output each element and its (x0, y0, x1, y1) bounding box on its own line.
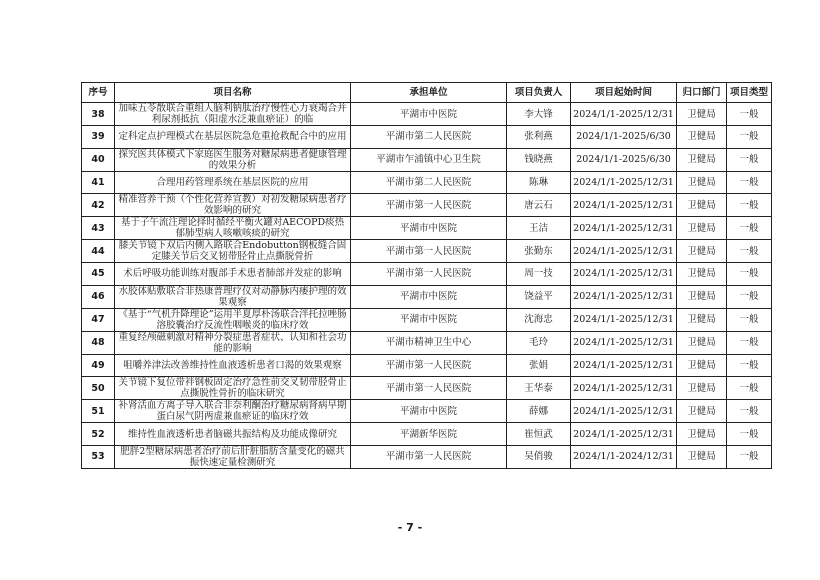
header-dept: 归口部门 (677, 83, 727, 103)
cell-type: 一般 (727, 126, 772, 149)
cell-no: 41 (82, 171, 115, 194)
cell-unit: 平湖市中医院 (351, 285, 507, 308)
cell-unit: 平湖市第二人民医院 (351, 126, 507, 149)
cell-type: 一般 (727, 285, 772, 308)
cell-name: 基于子午流注理论择时循经平衡火罐对AECOPD痰热郁肺型病人咳嗽咳痰的研究 (115, 217, 351, 240)
header-name: 项目名称 (115, 83, 351, 103)
cell-no: 46 (82, 285, 115, 308)
table-row (82, 240, 772, 263)
cell-type: 一般 (727, 194, 772, 217)
cell-name: 咀嚼养津法改善维持性血液透析患者口渴的效果观察 (115, 354, 351, 377)
cell-period: 2024/1/1-2025/12/31 (571, 377, 677, 400)
cell-dept: 卫健局 (677, 263, 727, 286)
cell-no: 40 (82, 148, 115, 171)
cell-dept: 卫健局 (677, 148, 727, 171)
table-row (82, 354, 772, 377)
cell-no: 39 (82, 126, 115, 149)
cell-name: 探究医共体模式下家庭医生服务对糖尿病患者健康管理的效果分析 (115, 148, 351, 171)
table-row (82, 423, 772, 446)
cell-leader: 吴俏骏 (507, 445, 571, 468)
cell-dept: 卫健局 (677, 354, 727, 377)
cell-period: 2024/1/1-2025/12/31 (571, 103, 677, 126)
table-row (82, 148, 772, 171)
cell-unit: 平湖市第一人民医院 (351, 263, 507, 286)
cell-name: 补肾活血方离子导入联合非奈利酮治疗糖尿病肾病早期蛋白尿气阴两虚兼血瘀证的临床疗效 (115, 400, 351, 423)
cell-dept: 卫健局 (677, 423, 727, 446)
cell-leader: 薛娜 (507, 400, 571, 423)
cell-period: 2024/1/1-2025/6/30 (571, 148, 677, 171)
cell-period: 2024/1/1-2025/12/31 (571, 354, 677, 377)
cell-unit: 平湖市第一人民医院 (351, 445, 507, 468)
cell-type: 一般 (727, 354, 772, 377)
cell-leader: 唐云石 (507, 194, 571, 217)
cell-dept: 卫健局 (677, 171, 727, 194)
cell-dept: 卫健局 (677, 217, 727, 240)
cell-type: 一般 (727, 240, 772, 263)
table-row (82, 217, 772, 240)
cell-type: 一般 (727, 331, 772, 354)
cell-leader: 钱晓燕 (507, 148, 571, 171)
project-table (81, 82, 772, 469)
cell-leader: 王华泰 (507, 377, 571, 400)
cell-no: 47 (82, 308, 115, 331)
cell-unit: 平湖市精神卫生中心 (351, 331, 507, 354)
table-row (82, 377, 772, 400)
cell-name: 术后呼吸功能训练对腹部手术患者肺部并发症的影响 (115, 263, 351, 286)
cell-no: 44 (82, 240, 115, 263)
cell-type: 一般 (727, 400, 772, 423)
cell-leader: 周一技 (507, 263, 571, 286)
cell-dept: 卫健局 (677, 400, 727, 423)
cell-type: 一般 (727, 148, 772, 171)
cell-name: 定科定点护理模式在基层医院急危重抢救配合中的应用 (115, 126, 351, 149)
page-number: - 7 - (397, 521, 423, 534)
cell-period: 2024/1/1-2025/6/30 (571, 126, 677, 149)
cell-no: 50 (82, 377, 115, 400)
cell-dept: 卫健局 (677, 445, 727, 468)
cell-no: 45 (82, 263, 115, 286)
cell-no: 38 (82, 103, 115, 126)
cell-unit: 平湖市第二人民医院 (351, 171, 507, 194)
cell-unit: 平湖市中医院 (351, 217, 507, 240)
cell-leader: 张利燕 (507, 126, 571, 149)
cell-leader: 崔恒武 (507, 423, 571, 446)
cell-unit: 平湖市中医院 (351, 400, 507, 423)
cell-dept: 卫健局 (677, 240, 727, 263)
table-row (82, 400, 772, 423)
cell-leader: 陈琳 (507, 171, 571, 194)
cell-unit: 平湖新华医院 (351, 423, 507, 446)
cell-type: 一般 (727, 103, 772, 126)
cell-leader: 毛玲 (507, 331, 571, 354)
cell-unit: 平湖市第一人民医院 (351, 377, 507, 400)
table-header-row (82, 83, 772, 103)
cell-dept: 卫健局 (677, 285, 727, 308)
header-leader: 项目负责人 (507, 83, 571, 103)
cell-name: 肥胖2型糖尿病患者治疗前后肝脏脂肪含量变化的磁共振快速定量检测研究 (115, 445, 351, 468)
cell-leader: 李大锋 (507, 103, 571, 126)
cell-period: 2024/1/1-2025/12/31 (571, 400, 677, 423)
cell-period: 2024/1/1-2025/12/31 (571, 217, 677, 240)
cell-type: 一般 (727, 377, 772, 400)
cell-leader: 张娟 (507, 354, 571, 377)
cell-unit: 平湖市第一人民医院 (351, 354, 507, 377)
cell-type: 一般 (727, 171, 772, 194)
cell-no: 51 (82, 400, 115, 423)
cell-dept: 卫健局 (677, 308, 727, 331)
cell-name: 膝关节镜下双后内侧入路联合Endobutton钢板缝合固定膝关节后交叉韧带胫骨止点撕脱骨折 (115, 240, 351, 263)
cell-period: 2024/1/1-2025/12/31 (571, 171, 677, 194)
cell-type: 一般 (727, 445, 772, 468)
cell-leader: 张勤东 (507, 240, 571, 263)
header-period: 项目起始时间 (571, 83, 677, 103)
header-no: 序号 (82, 83, 115, 103)
cell-name: 精准营养干预（个性化营养宣教）对初发糖尿病患者疗效影响的研究 (115, 194, 351, 217)
cell-no: 53 (82, 445, 115, 468)
cell-unit: 平湖市第一人民医院 (351, 194, 507, 217)
cell-unit: 平湖市中医院 (351, 103, 507, 126)
cell-name: 关节镜下复位带袢钢板固定治疗急性前交叉韧带胫骨止点撕脱性骨折的临床研究 (115, 377, 351, 400)
header-type: 项目类型 (727, 83, 772, 103)
cell-type: 一般 (727, 217, 772, 240)
cell-period: 2024/1/1-2025/12/31 (571, 240, 677, 263)
cell-name: 水胶体贴敷联合非热康普理疗仪对动静脉内瘘护理的效果观察 (115, 285, 351, 308)
table-row (82, 331, 772, 354)
table-row (82, 285, 772, 308)
cell-dept: 卫健局 (677, 194, 727, 217)
cell-unit: 平湖市第一人民医院 (351, 240, 507, 263)
cell-name: 加味五苓散联合重组人脑利钠肽治疗慢性心力衰竭合并利尿剂抵抗（阳虚水泛兼血瘀证）的临 (115, 103, 351, 126)
cell-name: 《基于“气机升降理论”运用半夏厚朴汤联合泮托拉唑肠溶胶囊治疗反流性咽喉炎的临床疗效 (115, 308, 351, 331)
cell-no: 48 (82, 331, 115, 354)
table-body (82, 103, 772, 469)
cell-unit: 平湖市中医院 (351, 308, 507, 331)
cell-leader: 沈海忠 (507, 308, 571, 331)
cell-period: 2024/1/1-2025/12/31 (571, 331, 677, 354)
cell-period: 2024/1/1-2025/12/31 (571, 308, 677, 331)
cell-period: 2024/1/1-2025/12/31 (571, 423, 677, 446)
cell-dept: 卫健局 (677, 377, 727, 400)
cell-type: 一般 (727, 308, 772, 331)
cell-no: 43 (82, 217, 115, 240)
cell-leader: 王洁 (507, 217, 571, 240)
cell-name: 维持性血液透析患者脑磁共振结构及功能成像研究 (115, 423, 351, 446)
cell-no: 42 (82, 194, 115, 217)
cell-name: 重复经颅磁刺激对精神分裂症患者症状、认知和社会功能的影响 (115, 331, 351, 354)
cell-type: 一般 (727, 263, 772, 286)
table-row (82, 194, 772, 217)
table-row (82, 126, 772, 149)
cell-period: 2024/1/1-2024/12/31 (571, 445, 677, 468)
cell-unit: 平湖市乍浦镇中心卫生院 (351, 148, 507, 171)
cell-dept: 卫健局 (677, 331, 727, 354)
cell-type: 一般 (727, 423, 772, 446)
cell-period: 2024/1/1-2025/12/31 (571, 285, 677, 308)
cell-no: 52 (82, 423, 115, 446)
cell-name: 合理用药管理系统在基层医院的应用 (115, 171, 351, 194)
cell-no: 49 (82, 354, 115, 377)
cell-period: 2024/1/1-2025/12/31 (571, 194, 677, 217)
table-row (82, 103, 772, 126)
table-row (82, 445, 772, 468)
cell-period: 2024/1/1-2025/12/31 (571, 263, 677, 286)
cell-leader: 饶益平 (507, 285, 571, 308)
table-row (82, 171, 772, 194)
header-unit: 承担单位 (351, 83, 507, 103)
cell-dept: 卫健局 (677, 103, 727, 126)
cell-dept: 卫健局 (677, 126, 727, 149)
table-row (82, 263, 772, 286)
table-row (82, 308, 772, 331)
